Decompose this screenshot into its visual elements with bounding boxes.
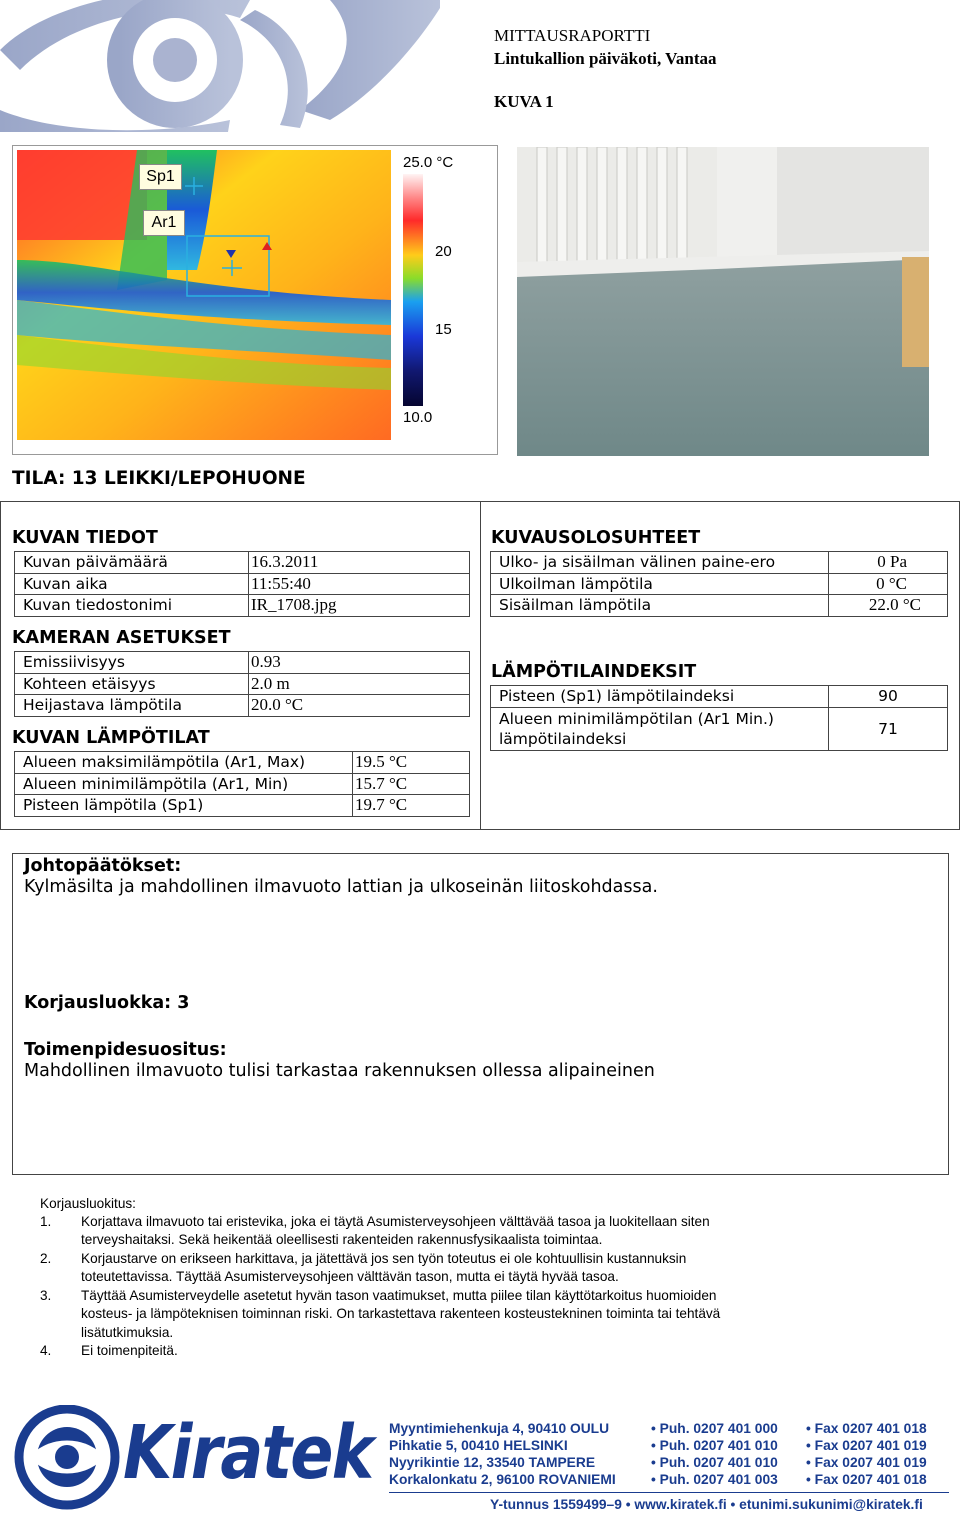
list-item bbox=[40, 1287, 940, 1342]
area-index-label-line1: Alueen minimilämpötilan (Ar1 Min.) bbox=[499, 709, 774, 728]
indoor-temp-label: Sisäilman lämpötila bbox=[491, 595, 829, 617]
info-frame-divider bbox=[480, 501, 481, 830]
table-row bbox=[491, 686, 948, 708]
table-row bbox=[15, 552, 470, 574]
table-row bbox=[15, 595, 470, 617]
pressure-diff-value: 0 Pa bbox=[829, 552, 948, 574]
report-title: MITTAUSRAPORTTI bbox=[494, 26, 651, 45]
scale-max-label: 25.0 °C bbox=[403, 154, 454, 171]
table-row bbox=[15, 573, 470, 595]
repair-class: Korjausluokka: 3 bbox=[24, 993, 190, 1013]
table-row bbox=[491, 552, 948, 574]
outdoor-temp-value: 0 °C bbox=[829, 573, 948, 595]
table-row bbox=[15, 695, 470, 717]
footer-addresses bbox=[389, 1420, 616, 1488]
class-3-line1: Täyttää Asumisterveydelle asetetut hyvän tason vaatimukset, mutta piilee tilan käyttötarkoitus huomioiden bbox=[81, 1288, 717, 1303]
area-index-value: 71 bbox=[829, 707, 948, 750]
footer-phones bbox=[651, 1420, 778, 1488]
kiratek-emblem bbox=[12, 1405, 122, 1510]
class-4-num: 4. bbox=[40, 1343, 52, 1358]
area-index-label-line2: lämpötilaindeksi bbox=[499, 729, 627, 748]
phone-oulu: • Puh. 0207 401 000 bbox=[651, 1421, 778, 1436]
class-2-line1: Korjaustarve on erikseen harkittava, ja jätettävä jos sen työn toteutus ei ole kohtuullisin kustannuksin bbox=[81, 1251, 687, 1266]
indices-table bbox=[490, 685, 948, 751]
image-info-table bbox=[14, 551, 470, 617]
table-row bbox=[15, 752, 470, 774]
temps-table bbox=[14, 751, 470, 817]
info-time-label: Kuvan aika bbox=[15, 573, 249, 595]
table-row bbox=[15, 795, 470, 817]
address-oulu: Myyntimiehenkuja 4, 90410 OULU bbox=[389, 1421, 610, 1436]
address-tampere: Nyyrikintie 12, 33540 TAMPERE bbox=[389, 1455, 596, 1470]
pressure-diff-label: Ulko- ja sisäilman välinen paine-ero bbox=[491, 552, 829, 574]
scale-min-label: 10.0 bbox=[403, 409, 433, 426]
address-helsinki: Pihkatie 5, 00410 HELSINKI bbox=[389, 1438, 568, 1453]
info-filename-label: Kuvan tiedostonimi bbox=[15, 595, 249, 617]
class-1-num: 1. bbox=[40, 1214, 52, 1229]
scale-20-label: 20 bbox=[435, 243, 452, 260]
emissivity-value: 0.93 bbox=[249, 652, 470, 674]
fax-rovaniemi: • Fax 0207 401 018 bbox=[806, 1472, 927, 1487]
sp1-label: Sp1 bbox=[139, 164, 182, 190]
list-item bbox=[40, 1250, 940, 1287]
class-4-line1: Ei toimenpiteitä. bbox=[81, 1343, 178, 1358]
camera-table bbox=[14, 651, 470, 717]
figure-label: KUVA 1 bbox=[494, 92, 554, 111]
reflected-temp-label: Heijastava lämpötila bbox=[15, 695, 249, 717]
footer-rule bbox=[389, 1492, 949, 1493]
info-time-value: 11:55:40 bbox=[249, 573, 470, 595]
footer-faxes bbox=[806, 1420, 927, 1488]
room-heading: TILA: 13 LEIKKI/LEPOHUONE bbox=[12, 468, 306, 489]
area-max-value: 19.5 °C bbox=[353, 752, 470, 774]
area-min-value: 15.7 °C bbox=[353, 773, 470, 795]
info-date-value: 16.3.2011 bbox=[249, 552, 470, 574]
scale-15-label: 15 bbox=[435, 321, 452, 338]
spot-index-label: Pisteen (Sp1) lämpötilaindeksi bbox=[491, 686, 829, 708]
table-row bbox=[491, 595, 948, 617]
temps-heading: KUVAN LÄMPÖTILAT bbox=[12, 728, 210, 748]
class-3-line2: kosteus- ja lämpöteknisen toiminnan riski. On tarkastettava rakenteen kosteustekninen toiminta tai tehtävä bbox=[81, 1306, 721, 1322]
conclusions-heading: Johtopäätökset: bbox=[24, 856, 182, 876]
fax-tampere: • Fax 0207 401 019 bbox=[806, 1455, 927, 1470]
thermal-image-panel bbox=[12, 145, 498, 455]
thermal-image bbox=[17, 150, 391, 440]
distance-label: Kohteen etäisyys bbox=[15, 673, 249, 695]
kiratek-logo-text: Kiratek bbox=[123, 1410, 373, 1496]
distance-value: 2.0 m bbox=[249, 673, 470, 695]
indoor-temp-value: 22.0 °C bbox=[829, 595, 948, 617]
area-index-label bbox=[491, 707, 829, 750]
list-item bbox=[40, 1342, 940, 1361]
table-row bbox=[491, 707, 948, 750]
class-1-line2: terveyshaitaksi. Sekä heikentää oleellisesti rakenteiden rakennusfysikaalista toimintaa. bbox=[81, 1232, 603, 1248]
image-info-heading: KUVAN TIEDOT bbox=[12, 528, 158, 548]
ar1-label: Ar1 bbox=[143, 210, 185, 236]
footer-contact-line: Y-tunnus 1559499–9 • www.kiratek.fi • etunimi.sukunimi@kiratek.fi bbox=[490, 1497, 923, 1512]
table-row bbox=[15, 652, 470, 674]
conditions-heading: KUVAUSOLOSUHTEET bbox=[491, 528, 701, 548]
class-2-line2: toteutettavissa. Täyttää Asumisterveysohjeen välttävän tason, mutta ei täytä hyvää tasoa. bbox=[81, 1269, 619, 1285]
eye-logo-graphic bbox=[0, 0, 450, 135]
phone-tampere: • Puh. 0207 401 010 bbox=[651, 1455, 778, 1470]
fax-oulu: • Fax 0207 401 018 bbox=[806, 1421, 927, 1436]
classes-heading: Korjausluokitus: bbox=[40, 1196, 136, 1211]
class-3-num: 3. bbox=[40, 1288, 52, 1303]
indices-heading: LÄMPÖTILAINDEKSIT bbox=[491, 662, 697, 682]
conditions-table bbox=[490, 551, 948, 617]
spot-index-value: 90 bbox=[829, 686, 948, 708]
fax-helsinki: • Fax 0207 401 019 bbox=[806, 1438, 927, 1453]
table-row bbox=[491, 573, 948, 595]
address-rovaniemi: Korkalonkatu 2, 96100 ROVANIEMI bbox=[389, 1472, 616, 1487]
class-3-line3: lisätutkimuksia. bbox=[81, 1324, 174, 1340]
table-row bbox=[15, 773, 470, 795]
temperature-color-scale bbox=[403, 174, 423, 406]
class-1-line1: Korjattava ilmavuoto tai eristevika, joka ei täytä Asumisterveysohjeen välttävää tasoa ja luokitellaan siten bbox=[81, 1214, 710, 1229]
info-filename-value: IR_1708.jpg bbox=[249, 595, 470, 617]
reflected-temp-value: 20.0 °C bbox=[249, 695, 470, 717]
outdoor-temp-label: Ulkoilman lämpötila bbox=[491, 573, 829, 595]
emissivity-label: Emissiivisyys bbox=[15, 652, 249, 674]
action-heading: Toimenpidesuositus: bbox=[24, 1040, 227, 1060]
list-item bbox=[40, 1213, 940, 1250]
table-row bbox=[15, 673, 470, 695]
phone-rovaniemi: • Puh. 0207 401 003 bbox=[651, 1472, 778, 1487]
action-text: Mahdollinen ilmavuoto tulisi tarkastaa rakennuksen ollessa alipaineinen bbox=[24, 1061, 655, 1081]
phone-helsinki: • Puh. 0207 401 010 bbox=[651, 1438, 778, 1453]
room-photo bbox=[517, 147, 929, 456]
spot-temp-label: Pisteen lämpötila (Sp1) bbox=[15, 795, 353, 817]
conclusions-text: Kylmäsilta ja mahdollinen ilmavuoto lattian ja ulkoseinän liitoskohdassa. bbox=[24, 877, 658, 897]
info-date-label: Kuvan päivämäärä bbox=[15, 552, 249, 574]
area-min-label: Alueen minimilämpötila (Ar1, Min) bbox=[15, 773, 353, 795]
class-2-num: 2. bbox=[40, 1251, 52, 1266]
camera-heading: KAMERAN ASETUKSET bbox=[12, 628, 231, 648]
report-location: Lintukallion päiväkoti, Vantaa bbox=[494, 49, 717, 68]
conclusions-box bbox=[12, 853, 949, 1175]
classes-list bbox=[40, 1213, 940, 1363]
spot-temp-value: 19.7 °C bbox=[353, 795, 470, 817]
area-max-label: Alueen maksimilämpötila (Ar1, Max) bbox=[15, 752, 353, 774]
